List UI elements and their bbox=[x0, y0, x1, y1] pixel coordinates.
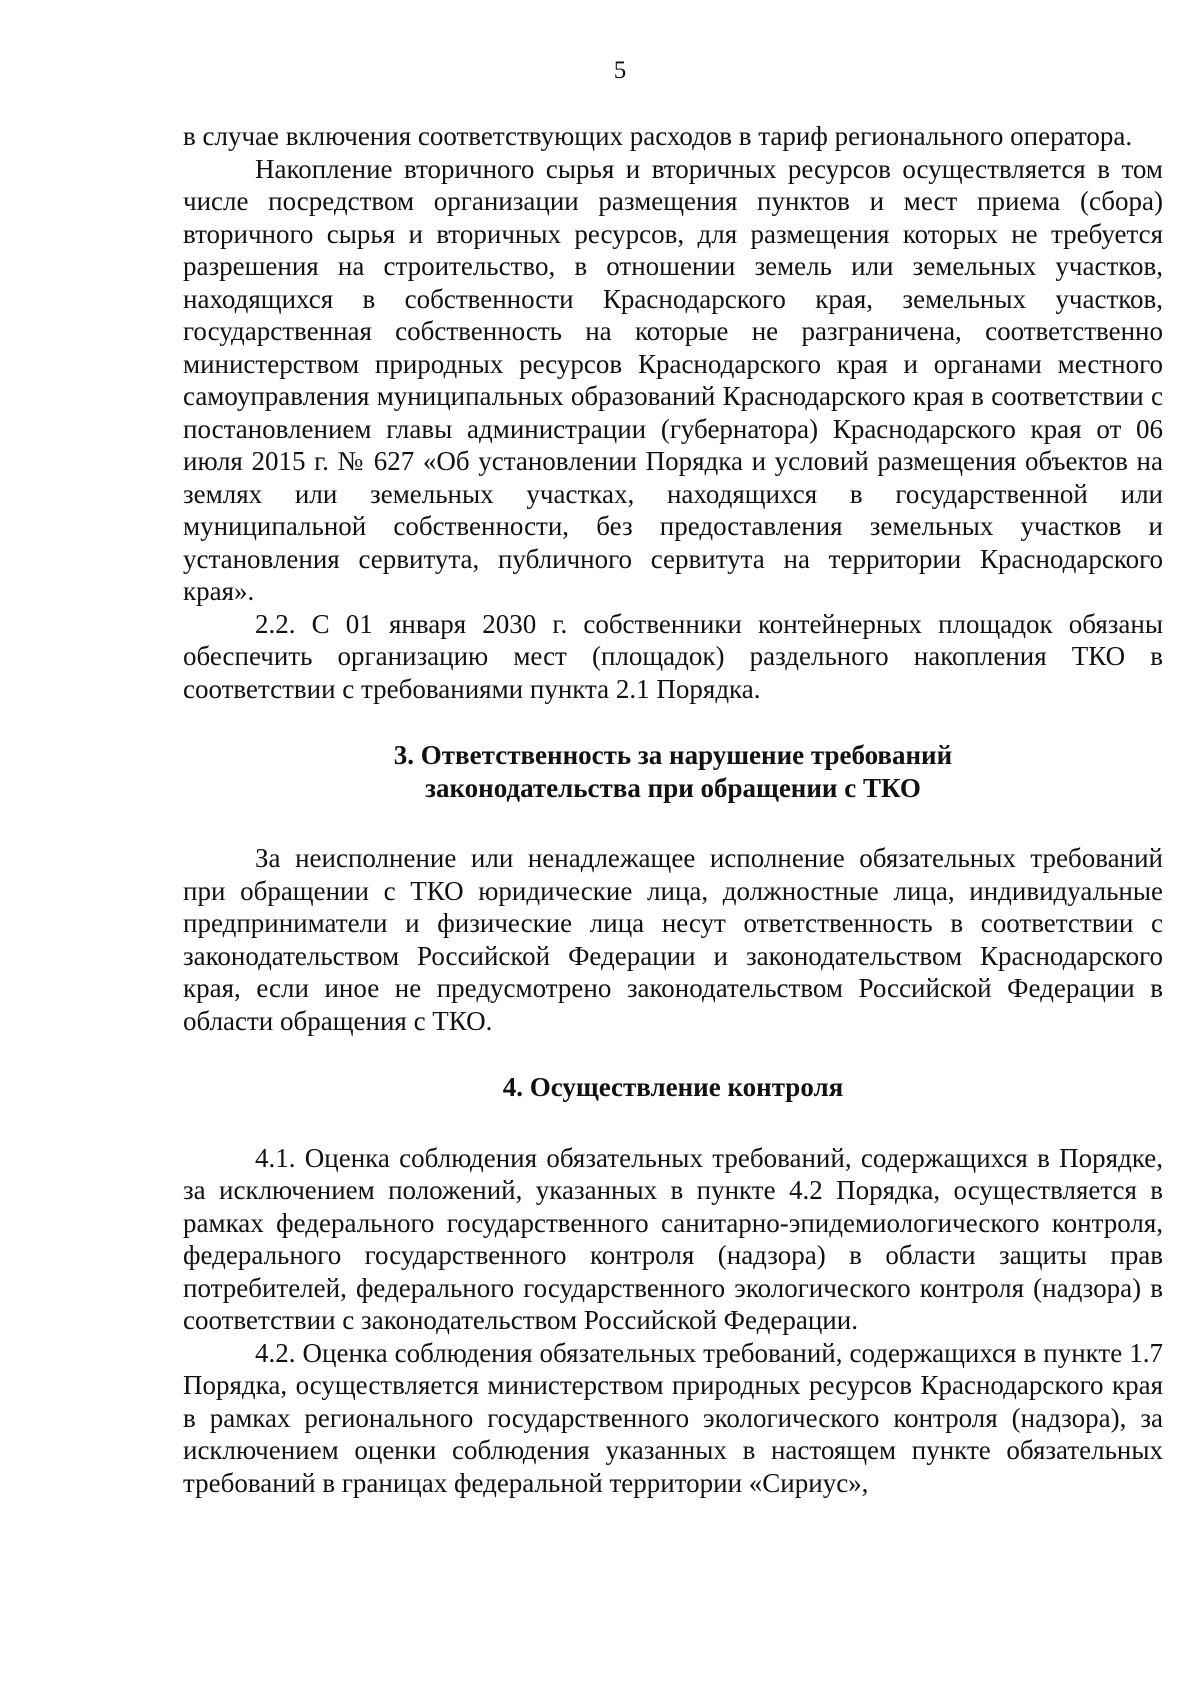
paragraph-2-2: 2.2. С 01 января 2030 г. собственники контейнерных площадок обязаны обеспечить организацию мест (площадок) раздельного накопления ТКО в соответствии с требованиями пункта 2.1 Порядка. bbox=[183, 608, 1163, 704]
section-3-paragraph: За неисполнение или ненадлежащее исполнение обязательных требований при обращении с ТКО юридические лица, должностные лица, индивидуальные предприниматели и физические лица несут ответственность в соответствии с законодательством Российской Федерации и законодательством Краснодарского края, если иное не предусмотрено законодательством Российской Федерации в области обращения с ТКО. bbox=[183, 843, 1163, 1036]
paragraph-4-1: 4.1. Оценка соблюдения обязательных требований, содержащихся в Порядке, за исключением положений, указанных в пункте 4.2 Порядка, осуществляется в рамках федерального государственного санитарно-эпидемиологического контроля, федерального государственного контроля (надзора) в области защиты прав потребителей, федерального государственного экологического контроля (надзора) в соответствии с законодательством Российской Федерации. bbox=[183, 1142, 1163, 1335]
paragraph-continuation: в случае включения соответствующих расходов в тариф регионального оператора. bbox=[183, 121, 1133, 151]
section-4-heading: 4. Осуществление контроля bbox=[502, 1072, 844, 1102]
section-3-heading-line-2: законодательства при обращении с ТКО bbox=[425, 772, 921, 803]
paragraph-4-2: 4.2. Оценка соблюдения обязательных требований, содержащихся в пункте 1.7 Порядка, осуществляется министерством природных ресурсов Краснодарского края в рамках регионального государственного экологического контроля (надзора), за исключением оценки соблюдения указанных в настоящем пункте обязательных требований в границах федеральной территории «Сириус», bbox=[183, 1337, 1163, 1498]
section-3-heading-line-1: 3. Ответственность за нарушение требований bbox=[393, 740, 953, 770]
document-body bbox=[183, 120, 1163, 1499]
page-number: 5 bbox=[613, 57, 627, 84]
paragraph-secondary-resources: Накопление вторичного сырья и вторичных ресурсов осуществляется в том числе посредством организации размещения пунктов и мест приема (сбора) вторичного сырья и вторичных ресурсов, для размещения которых не требуется разрешения на строительство, в отношении земель или земельных участков, находящихся в собственности Краснодарского края, земельных участков, государственная собственность на которые не разграничена, соответственно министерством природных ресурсов Краснодарского края и органами местного самоуправления муниципальных образований Краснодарского края в соответствии с постановлением главы администрации (губернатора) Краснодарского края от 06 июля 2015 г. № 627 «Об установлении Порядка и условий размещения объектов на землях или земельных участках, находящихся в государственной или муниципальной собственности, без предоставления земельных участков и установления сервитута, публичного сервитута на территории Краснодарского края». bbox=[183, 153, 1163, 606]
